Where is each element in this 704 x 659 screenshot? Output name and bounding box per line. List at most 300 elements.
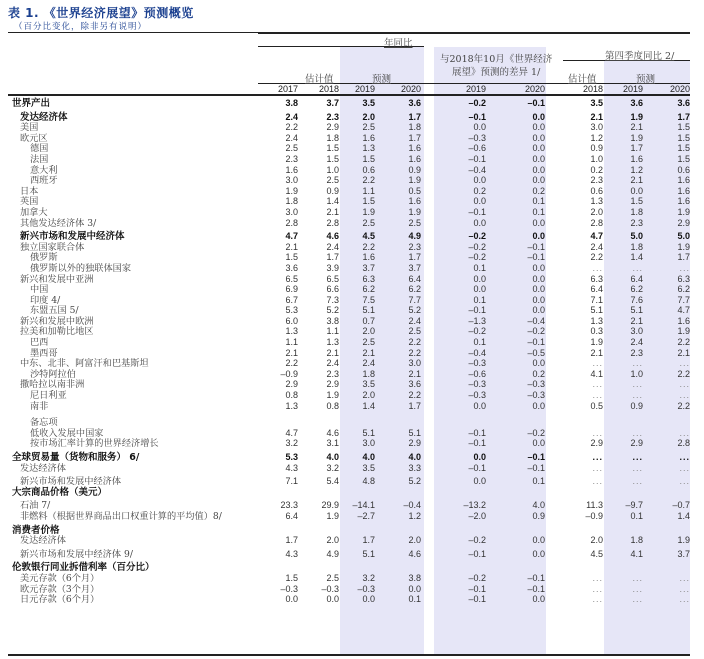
cell-value: 2.2 [408, 347, 421, 358]
cell-value: 2.3 [326, 111, 339, 122]
cell-value: –0.1 [468, 583, 486, 594]
cell-value: 0.0 [532, 111, 545, 122]
table-row [0, 463, 704, 474]
cell-value: 3.5 [362, 98, 375, 108]
cell-value: 1.9 [326, 510, 339, 521]
row-label: 俄罗斯以外的独联体国家 [30, 262, 132, 274]
cell-value: 2.2 [285, 122, 298, 133]
cell-value: 3.6 [285, 262, 298, 273]
row-label: 备忘项 [30, 417, 58, 429]
cell-value: 4.7 [285, 427, 298, 438]
table-row [0, 218, 704, 229]
row-label: 英国 [20, 196, 39, 208]
row-label: 新兴市场和发展中经济体 [20, 476, 122, 488]
cell-value: 1.6 [630, 153, 643, 164]
cell-value: 2.5 [362, 122, 375, 133]
cell-value: 0.9 [326, 185, 339, 196]
table-row [0, 242, 704, 253]
cell-value: 1.6 [362, 252, 375, 263]
cell-value: 2.8 [677, 438, 690, 449]
cell-value: 6.5 [326, 273, 339, 284]
cell-value: 0.0 [532, 400, 545, 411]
cell-value: 0.0 [532, 594, 545, 605]
cell-value: 0.0 [532, 143, 545, 154]
cell-value: 6.0 [285, 315, 298, 326]
cell-value: –0.4 [468, 347, 486, 358]
cell-value: ... [592, 462, 603, 473]
cell-value: 4.0 [362, 452, 375, 462]
cell-value: 1.8 [326, 132, 339, 143]
cell-value: 0.6 [362, 164, 375, 175]
cell-value: 1.1 [285, 337, 298, 348]
cell-value: 2.2 [408, 390, 421, 401]
cell-value: –0.3 [357, 583, 375, 594]
cell-value: 1.8 [630, 241, 643, 252]
row-label: 欧元区 [20, 132, 48, 144]
cell-value: 1.6 [677, 185, 690, 196]
cell-value: 2.9 [630, 438, 643, 449]
row-label: 东盟五国 5/ [30, 305, 79, 317]
cell-value: –0.6 [468, 143, 486, 154]
cell-value: 2.4 [285, 132, 298, 143]
cell-value: 3.5 [362, 379, 375, 390]
cell-value: 2.1 [326, 347, 339, 358]
cell-value: 2.1 [408, 368, 421, 379]
row-label: 按市场汇率计算的世界经济增长 [30, 438, 159, 450]
cell-value: 1.3 [326, 337, 339, 348]
cell-value: 1.8 [362, 368, 375, 379]
cell-value: 2.0 [362, 326, 375, 337]
cell-value: 2.1 [630, 315, 643, 326]
cell-value: 1.9 [630, 132, 643, 143]
table-row [0, 133, 704, 144]
cell-value: 0.0 [285, 594, 298, 605]
cell-value: 2.5 [408, 217, 421, 228]
table-row [0, 358, 704, 369]
row-label: 世界产出 [12, 98, 51, 109]
cell-value: ... [592, 572, 603, 583]
row-label: 德国 [30, 143, 49, 155]
cell-value: 3.0 [590, 122, 603, 133]
cell-value: 3.2 [326, 462, 339, 473]
cell-value: 2.1 [677, 347, 690, 358]
cell-value: 0.0 [532, 231, 545, 242]
cell-value: –0.1 [527, 583, 545, 594]
cell-value: ... [592, 476, 603, 487]
cell-value: 3.3 [408, 462, 421, 473]
table-row [0, 284, 704, 295]
cell-value: –0.1 [468, 438, 486, 449]
cell-value: 3.6 [630, 98, 643, 108]
table-row [0, 525, 704, 536]
cell-value: 2.9 [590, 438, 603, 449]
cell-value: 0.0 [532, 122, 545, 133]
cell-value: –0.3 [527, 379, 545, 390]
row-label: 日元存款（6个月） [20, 594, 100, 606]
cell-value: 2.0 [590, 206, 603, 217]
header-rule-years-bottom [8, 94, 690, 96]
table-row [0, 549, 704, 560]
row-label: 发达经济体 [20, 462, 66, 474]
year-2019: 2019 [354, 84, 375, 94]
cell-value: 2.4 [362, 358, 375, 369]
header-diff-line2: 展望》预测的差异 1/ [452, 67, 541, 78]
cell-value: 0.5 [408, 185, 421, 196]
cell-value: 0.0 [362, 594, 375, 605]
cell-value: –0.2 [468, 98, 486, 108]
cell-value: 2.1 [590, 347, 603, 358]
table-row [0, 196, 704, 207]
cell-value: 6.3 [590, 273, 603, 284]
cell-value: 1.5 [677, 153, 690, 164]
cell-value: 1.6 [677, 196, 690, 207]
cell-value: ... [632, 452, 643, 462]
cell-value: 1.6 [677, 315, 690, 326]
cell-value: 7.5 [362, 294, 375, 305]
row-label: 法国 [30, 153, 49, 165]
cell-value: 0.6 [590, 185, 603, 196]
cell-value: 0.6 [677, 164, 690, 175]
cell-value: 4.7 [590, 231, 603, 242]
cell-value: 5.1 [630, 305, 643, 316]
table-row [0, 326, 704, 337]
table-row [0, 562, 704, 573]
cell-value: –13.2 [463, 500, 486, 511]
row-label: 新兴和发展中欧洲 [20, 315, 94, 327]
row-label: 石油 7/ [20, 500, 51, 512]
cell-value: 0.0 [473, 400, 486, 411]
cell-value: 3.0 [408, 358, 421, 369]
table-row [0, 487, 704, 498]
cell-value: 5.0 [677, 231, 690, 242]
cell-value: –0.5 [527, 347, 545, 358]
cell-value: 1.5 [677, 143, 690, 154]
row-label: 尼日利亚 [30, 390, 67, 402]
row-label: 美国 [20, 122, 39, 134]
cell-value: 0.0 [532, 262, 545, 273]
cell-value: 1.8 [285, 196, 298, 207]
cell-value: –2.7 [357, 510, 375, 521]
header-rule-yoy [258, 33, 690, 34]
table-row [0, 417, 704, 428]
cell-value: 3.7 [326, 98, 339, 108]
cell-value: 1.7 [408, 252, 421, 263]
cell-value: –0.9 [280, 368, 298, 379]
cell-value: 1.3 [590, 315, 603, 326]
table-row [0, 390, 704, 401]
table-subtitle: （百分比变化，除非另有说明） [14, 22, 148, 32]
cell-value: 6.4 [590, 284, 603, 295]
cell-value: 0.0 [532, 132, 545, 143]
cell-value: 2.1 [630, 175, 643, 186]
bottom-rule [8, 654, 690, 656]
cell-value: 0.0 [532, 273, 545, 284]
cell-value: –0.1 [527, 252, 545, 263]
cell-value: –0.3 [280, 583, 298, 594]
row-label: 巴西 [30, 337, 49, 349]
table-row [0, 428, 704, 439]
cell-value: ... [632, 379, 643, 390]
cell-value: 6.4 [408, 273, 421, 284]
cell-value: 5.4 [326, 476, 339, 487]
cell-value: –0.1 [468, 548, 486, 559]
cell-value: 3.6 [408, 98, 421, 108]
cell-value: 5.1 [362, 305, 375, 316]
cell-value: 5.3 [285, 452, 298, 462]
cell-value: 2.3 [285, 153, 298, 164]
cell-value: –0.9 [585, 510, 603, 521]
cell-value: 2.3 [590, 175, 603, 186]
cell-value: 4.9 [408, 231, 421, 242]
cell-value: 0.0 [473, 273, 486, 284]
cell-value: 3.5 [362, 462, 375, 473]
cell-value: 0.0 [408, 583, 421, 594]
cell-value: 1.9 [408, 175, 421, 186]
table-body [0, 98, 704, 605]
cell-value: 0.8 [326, 400, 339, 411]
cell-value: 2.3 [630, 347, 643, 358]
cell-value: 23.3 [280, 500, 298, 511]
cell-value: 6.6 [326, 284, 339, 295]
table-row [0, 316, 704, 327]
cell-value: 0.9 [590, 143, 603, 154]
cell-value: 0.0 [532, 164, 545, 175]
cell-value: 6.3 [677, 273, 690, 284]
cell-value: 7.6 [630, 294, 643, 305]
cell-value: 1.5 [677, 122, 690, 133]
table-row [0, 452, 704, 463]
q4-year-2019: 2019 [622, 84, 643, 94]
cell-value: 4.7 [677, 305, 690, 316]
cell-value: 1.1 [326, 326, 339, 337]
cell-value: 0.5 [590, 400, 603, 411]
cell-value: 3.8 [408, 572, 421, 583]
header-yoy: 年同比 [384, 38, 413, 49]
table-row [0, 500, 704, 511]
row-label: 发达经济体 [20, 535, 66, 547]
cell-value: –0.1 [468, 462, 486, 473]
row-label: 沙特阿拉伯 [30, 368, 76, 380]
row-label: 印度 4/ [30, 294, 61, 306]
table-row [0, 207, 704, 218]
header-q4-estimate: 估计值 [568, 74, 597, 85]
cell-value: 3.5 [590, 98, 603, 108]
cell-value: 2.2 [590, 252, 603, 263]
table-row [0, 143, 704, 154]
cell-value: 1.0 [326, 164, 339, 175]
table-row [0, 337, 704, 348]
cell-value: 1.4 [630, 252, 643, 263]
table-row [0, 175, 704, 186]
cell-value: ... [679, 452, 690, 462]
table-row [0, 98, 704, 109]
cell-value: 5.1 [590, 305, 603, 316]
cell-value: 0.0 [473, 217, 486, 228]
cell-value: 0.0 [532, 153, 545, 164]
cell-value: 3.6 [677, 98, 690, 108]
cell-value: 2.2 [677, 368, 690, 379]
cell-value: –0.1 [468, 111, 486, 122]
cell-value: 1.3 [285, 326, 298, 337]
year-2020: 2020 [400, 84, 421, 94]
cell-value: 1.6 [408, 143, 421, 154]
cell-value: 4.0 [326, 452, 339, 462]
cell-value: 2.8 [285, 217, 298, 228]
cell-value: 1.6 [408, 196, 421, 207]
cell-value: –0.2 [527, 427, 545, 438]
cell-value: ... [592, 262, 603, 273]
cell-value: 1.9 [590, 337, 603, 348]
cell-value: 5.2 [326, 305, 339, 316]
cell-value: 6.2 [362, 284, 375, 295]
cell-value: 2.0 [362, 111, 375, 122]
cell-value: 7.7 [677, 294, 690, 305]
cell-value: 1.5 [326, 153, 339, 164]
table-row [0, 584, 704, 595]
cell-value: 1.4 [677, 510, 690, 521]
table-row [0, 535, 704, 546]
cell-value: 2.4 [326, 358, 339, 369]
cell-value: 0.1 [408, 594, 421, 605]
row-label: 其他发达经济体 3/ [20, 217, 97, 229]
cell-value: 0.0 [630, 185, 643, 196]
cell-value: 4.7 [285, 231, 298, 242]
cell-value: 1.9 [408, 206, 421, 217]
cell-value: ... [632, 390, 643, 401]
cell-value: 0.0 [532, 284, 545, 295]
row-label: 新兴和发展中亚洲 [20, 273, 94, 285]
row-label: 日本 [20, 185, 39, 197]
cell-value: –0.3 [321, 583, 339, 594]
cell-value: 2.2 [677, 337, 690, 348]
cell-value: 2.1 [362, 347, 375, 358]
cell-value: –0.1 [527, 572, 545, 583]
cell-value: 4.5 [362, 231, 375, 242]
cell-value: 1.2 [590, 132, 603, 143]
cell-value: ... [592, 379, 603, 390]
cell-value: 0.0 [473, 175, 486, 186]
cell-value: 2.5 [408, 326, 421, 337]
cell-value: ... [632, 476, 643, 487]
cell-value: 7.3 [326, 294, 339, 305]
cell-value: 2.4 [630, 337, 643, 348]
cell-value: –1.3 [468, 315, 486, 326]
cell-value: ... [679, 427, 690, 438]
cell-value: 0.0 [473, 452, 486, 462]
cell-value: 1.3 [590, 196, 603, 207]
cell-value: –0.2 [468, 572, 486, 583]
cell-value: 5.3 [285, 305, 298, 316]
cell-value: 3.7 [362, 262, 375, 273]
q4-year-2018: 2018 [582, 84, 603, 94]
row-label: 非燃料（根据世界商品出口权重计算的平均值）8/ [20, 510, 222, 522]
cell-value: 0.9 [408, 164, 421, 175]
table-title: 表 1. 《世界经济展望》预测概览 [8, 6, 194, 20]
cell-value: 4.1 [630, 548, 643, 559]
cell-value: ... [679, 262, 690, 273]
cell-value: 7.7 [408, 294, 421, 305]
table-row [0, 379, 704, 390]
cell-value: 1.7 [285, 535, 298, 546]
cell-value: 2.4 [326, 241, 339, 252]
cell-value: –0.2 [468, 535, 486, 546]
cell-value: –0.7 [672, 500, 690, 511]
cell-value: 0.9 [532, 510, 545, 521]
cell-value: –0.1 [468, 153, 486, 164]
cell-value: 1.4 [362, 400, 375, 411]
cell-value: 4.6 [408, 548, 421, 559]
cell-value: 1.7 [326, 252, 339, 263]
row-label: 美元存款（6个月） [20, 572, 100, 584]
row-label: 新兴市场和发展中经济体 9/ [20, 548, 133, 560]
cell-value: 6.7 [285, 294, 298, 305]
cell-value: 3.0 [285, 175, 298, 186]
cell-value: 1.5 [326, 143, 339, 154]
cell-value: 2.9 [285, 379, 298, 390]
row-label: 加拿大 [20, 206, 48, 218]
cell-value: 3.2 [362, 572, 375, 583]
diff-year-2020: 2020 [524, 84, 545, 94]
cell-value: 1.9 [362, 206, 375, 217]
cell-value: –0.4 [527, 315, 545, 326]
cell-value: –2.0 [468, 510, 486, 521]
row-label: 低收入发展中国家 [30, 427, 104, 439]
table-row [0, 186, 704, 197]
row-label: 撒哈拉以南非洲 [20, 379, 85, 391]
cell-value: ... [679, 572, 690, 583]
cell-value: 1.7 [677, 111, 690, 122]
row-label: 伦敦银行同业拆借利率（百分比） [12, 562, 155, 574]
cell-value: 1.3 [285, 400, 298, 411]
cell-value: 1.7 [408, 132, 421, 143]
cell-value: 0.0 [532, 438, 545, 449]
cell-value: –0.2 [468, 231, 486, 242]
cell-value: 0.1 [473, 337, 486, 348]
cell-value: 7.1 [285, 476, 298, 487]
cell-value: 2.9 [408, 438, 421, 449]
cell-value: ... [632, 594, 643, 605]
cell-value: 2.1 [590, 111, 603, 122]
cell-value: 0.1 [532, 196, 545, 207]
cell-value: 2.4 [408, 315, 421, 326]
row-label: 大宗商品价格（美元） [12, 486, 108, 498]
year-2017: 2017 [277, 84, 298, 94]
cell-value: –0.1 [527, 337, 545, 348]
cell-value: ... [679, 583, 690, 594]
cell-value: ... [632, 462, 643, 473]
cell-value: 1.0 [590, 153, 603, 164]
cell-value: 3.9 [326, 262, 339, 273]
cell-value: 2.2 [285, 358, 298, 369]
cell-value: ... [679, 358, 690, 369]
cell-value: 2.9 [326, 122, 339, 133]
cell-value: 4.0 [408, 452, 421, 462]
cell-value: ... [592, 358, 603, 369]
table-row [0, 369, 704, 380]
cell-value: 1.7 [408, 400, 421, 411]
cell-value: 3.0 [630, 326, 643, 337]
cell-value: ... [592, 583, 603, 594]
table-row [0, 165, 704, 176]
cell-value: 3.1 [326, 438, 339, 449]
row-label: 意大利 [30, 164, 58, 176]
cell-value: 5.2 [408, 476, 421, 487]
cell-value: ... [679, 476, 690, 487]
cell-value: –0.2 [468, 326, 486, 337]
cell-value: 0.0 [532, 175, 545, 186]
cell-value: 0.0 [532, 305, 545, 316]
cell-value: ... [592, 427, 603, 438]
